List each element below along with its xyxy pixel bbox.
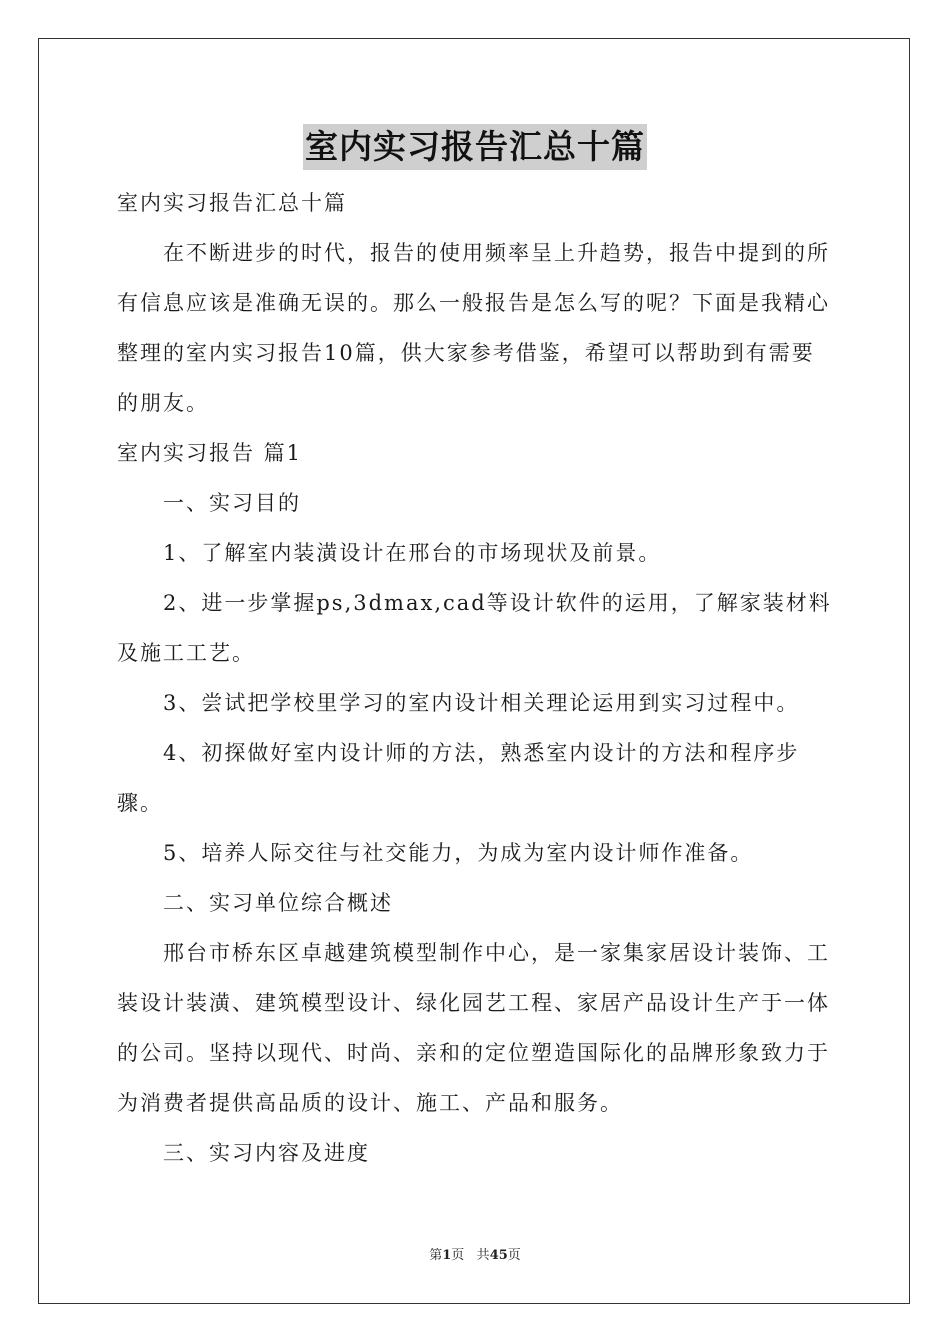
paragraph: 在不断进步的时代，报告的使用频率呈上升趋势，报告中提到的所有信息应该是准确无误的。那么一般报告是怎么写的呢？下面是我精心整理的室内实习报告10篇，供大家参考借鉴，希望可以帮助到有需要的朋友。	[117, 241, 830, 415]
document-body	[117, 178, 837, 1178]
paragraph: 室内实习报告汇总十篇	[117, 191, 347, 215]
list-item: 4、初探做好室内设计师的方法，熟悉室内设计的方法和程序步骤。	[117, 741, 800, 815]
paragraph: 邢台市桥东区卓越建筑模型制作中心，是一家集家居设计装饰、工装设计装潢、建筑模型设计、绿化园艺工程、家居产品设计生产于一体的公司。坚持以现代、时尚、亲和的定位塑造国际化的品牌形象致力于为消费者提供高品质的设计、施工、产品和服务。	[117, 941, 830, 1115]
total-pages: 45	[489, 1248, 508, 1263]
list-item: 3、尝试把学校里学习的室内设计相关理论运用到实习过程中。	[163, 691, 800, 715]
subheading: 一、实习目的	[163, 491, 301, 515]
list-item: 5、培养人际交往与社交能力，为成为室内设计师作准备。	[163, 841, 754, 865]
page-number: 1	[442, 1248, 452, 1263]
document-title: 室内实习报告汇总十篇	[303, 124, 647, 170]
page-footer	[0, 1244, 950, 1263]
list-item: 2、进一步掌握ps,3dmax,cad等设计软件的运用，了解家装材料及施工工艺。	[117, 591, 832, 665]
total-suffix: 页	[507, 1248, 521, 1263]
total-prefix: 共	[476, 1248, 490, 1263]
page-prefix: 第	[429, 1248, 443, 1263]
subheading: 二、实习单位综合概述	[163, 891, 393, 915]
list-item: 1、了解室内装潢设计在邢台的市场现状及前景。	[163, 541, 662, 565]
page-suffix: 页	[451, 1248, 465, 1263]
title-area	[0, 124, 950, 170]
section-heading: 室内实习报告 篇1	[117, 441, 303, 465]
subheading: 三、实习内容及进度	[163, 1141, 370, 1165]
